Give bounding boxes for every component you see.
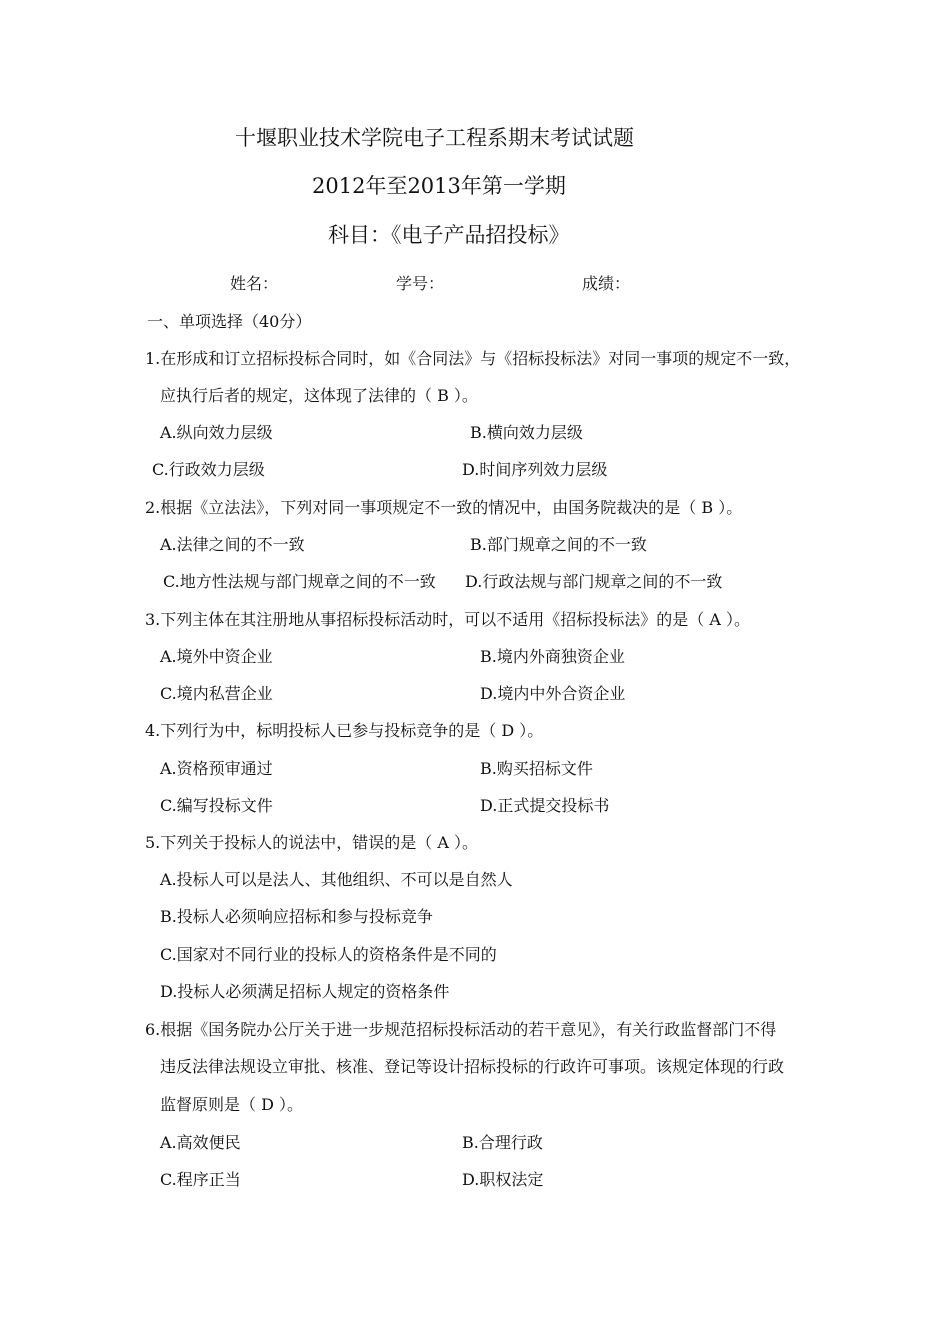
option-d: D.职权法定 [462, 1170, 544, 1189]
section-heading: 一、单项选择（40分） [147, 312, 312, 331]
option-a: A.高效便民 [160, 1133, 241, 1152]
question-stem-line: 2.根据《立法法》，下列对同一事项规定不一致的情况中，由国务院裁决的是（ B ）。 [145, 498, 743, 517]
option-b: B.境内外商独资企业 [480, 647, 625, 666]
option-c: C.境内私营企业 [160, 684, 273, 703]
option-a: A.投标人可以是法人、其他组织、不可以是自然人 [160, 870, 513, 889]
option-d: D.投标人必须满足招标人规定的资格条件 [160, 982, 450, 1001]
question-stem-line: 4.下列行为中，标明投标人已参与投标竞争的是（ D ）。 [145, 721, 544, 740]
option-a: A.境外中资企业 [160, 647, 273, 666]
option-a: A.纵向效力层级 [160, 423, 273, 442]
term-line: 2012年至2013年第一学期 [312, 174, 566, 198]
student-id-label: 学号： [396, 274, 445, 293]
option-a: A.法律之间的不一致 [160, 535, 305, 554]
option-a: A.资格预审通过 [160, 759, 273, 778]
name-label: 姓名： [230, 274, 279, 293]
option-b: B.投标人必须响应招标和参与投标竞争 [160, 907, 433, 926]
question-stem-line: 违反法律法规设立审批、核准、登记等设计招标投标的行政许可事项。该规定体现的行政 [160, 1057, 785, 1076]
option-c: C.程序正当 [160, 1170, 241, 1189]
option-b: B.横向效力层级 [470, 423, 583, 442]
question-stem-line: 监督原则是（ D ）。 [160, 1095, 304, 1114]
option-d: D.时间序列效力层级 [462, 460, 608, 479]
question-stem-line: 1.在形成和订立招标投标合同时，如《合同法》与《招标投标法》对同一事项的规定不一致， [145, 349, 801, 368]
question-stem-line: 5.下列关于投标人的说法中，错误的是（ A ）。 [145, 833, 478, 852]
question-stem-line: 3.下列主体在其注册地从事招标投标活动时，可以不适用《招标投标法》的是（ A ）。 [145, 610, 750, 629]
option-c: C.国家对不同行业的投标人的资格条件是不同的 [160, 945, 497, 964]
option-d: D.行政法规与部门规章之间的不一致 [465, 572, 723, 591]
option-b: B.部门规章之间的不一致 [470, 535, 647, 554]
option-c: C.行政效力层级 [152, 460, 265, 479]
question-stem-line: 应执行后者的规定，这体现了法律的（ B ）。 [160, 386, 478, 405]
option-d: D.正式提交投标书 [480, 796, 610, 815]
option-c: C.地方性法规与部门规章之间的不一致 [163, 572, 436, 591]
subject-line: 科目：《电子产品招投标》 [328, 223, 570, 247]
option-c: C.编写投标文件 [160, 796, 273, 815]
score-label: 成绩： [582, 274, 631, 293]
option-b: B.购买招标文件 [480, 759, 593, 778]
option-d: D.境内中外合资企业 [480, 684, 626, 703]
question-stem-line: 6.根据《国务院办公厅关于进一步规范招标投标活动的若干意见》，有关行政监督部门不得 [145, 1020, 777, 1039]
school-title: 十堰职业技术学院电子工程系期末考试试题 [235, 126, 634, 150]
option-b: B.合理行政 [462, 1133, 543, 1152]
